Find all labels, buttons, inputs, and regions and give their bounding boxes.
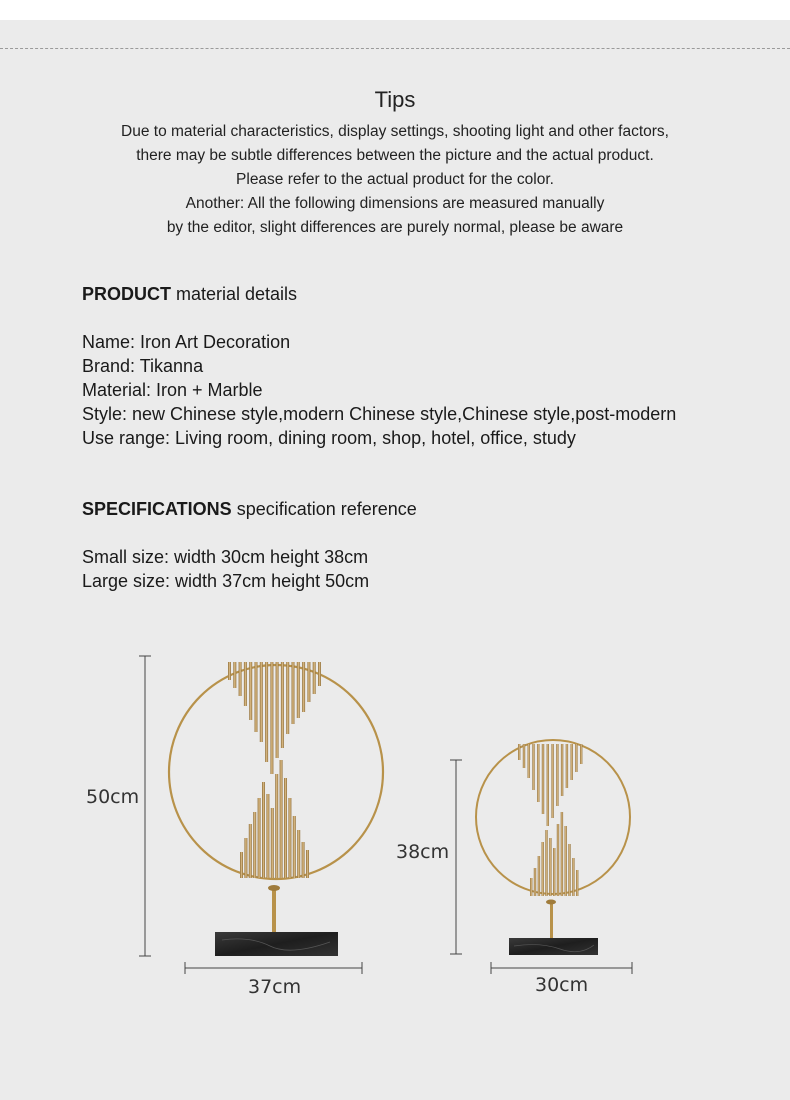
gold-bar xyxy=(297,830,300,878)
gold-bar xyxy=(228,662,231,680)
large-size-spec: Large size: width 37cm height 50cm xyxy=(82,571,370,591)
gold-bar xyxy=(284,778,287,878)
gold-bar xyxy=(253,812,256,878)
specifications-heading xyxy=(82,497,772,521)
product-brand: Brand: Tikanna xyxy=(82,356,204,376)
gold-bar xyxy=(233,662,236,688)
gold-bar xyxy=(566,744,568,788)
gold-bar xyxy=(530,878,532,896)
product-details-section xyxy=(82,282,772,450)
gold-bar xyxy=(292,662,295,724)
small-height-dimension xyxy=(450,760,462,954)
tips-line: Due to material characteristics, display settings, shooting light and other factors, xyxy=(121,123,669,140)
gold-bar xyxy=(297,662,300,718)
gold-bar xyxy=(313,662,316,694)
gold-bar xyxy=(561,812,563,896)
gold-bar xyxy=(553,848,555,896)
gold-bar xyxy=(239,662,242,696)
gold-bar xyxy=(575,744,577,772)
gold-bar xyxy=(518,744,520,760)
gold-bar xyxy=(306,850,309,878)
gold-bar xyxy=(260,662,263,742)
gold-bar xyxy=(262,782,265,878)
product-heading-rest: material details xyxy=(171,284,298,304)
gold-bar xyxy=(276,662,279,758)
gold-bar xyxy=(249,662,252,720)
gold-bar xyxy=(571,744,573,780)
tips-line: Please refer to the actual product for the color. xyxy=(236,171,554,188)
top-band xyxy=(0,0,790,20)
gold-bar xyxy=(265,662,268,762)
gold-bar xyxy=(280,760,283,878)
gold-bar xyxy=(275,774,278,878)
gold-bar xyxy=(286,662,289,734)
gold-bar xyxy=(244,838,247,878)
gold-bar xyxy=(532,744,534,790)
gold-bar xyxy=(307,662,310,702)
small-height-label: 38cm xyxy=(396,841,450,863)
gold-bar xyxy=(556,744,558,806)
tips-line: Another: All the following dimensions are measured manually xyxy=(185,195,605,212)
gold-bar xyxy=(523,744,525,768)
gold-bar xyxy=(240,852,243,878)
gold-bar xyxy=(534,868,536,896)
gold-bar xyxy=(576,870,578,896)
gold-bar xyxy=(545,830,547,896)
small-width-label: 30cm xyxy=(535,974,589,996)
small-ornament xyxy=(476,740,630,955)
gold-bar xyxy=(302,842,305,878)
gold-bar xyxy=(258,798,261,878)
gold-bar xyxy=(557,824,559,896)
small-width-dimension xyxy=(491,962,632,974)
gold-bar xyxy=(270,662,273,774)
gold-bar xyxy=(255,662,258,732)
gold-bar xyxy=(551,744,553,818)
product-dimension-figure xyxy=(0,640,790,1020)
product-illustration xyxy=(0,640,790,1020)
gold-bar xyxy=(281,662,284,748)
tips-block xyxy=(0,86,790,240)
gold-bar xyxy=(528,744,530,778)
gold-bar xyxy=(542,842,544,896)
gold-bar xyxy=(568,844,570,896)
gold-bar xyxy=(249,824,252,878)
gold-bar xyxy=(302,662,305,712)
gold-bar xyxy=(538,856,540,896)
gold-bar xyxy=(561,744,563,796)
product-material: Material: Iron + Marble xyxy=(82,380,263,400)
gold-bar xyxy=(318,662,321,686)
gold-bar xyxy=(288,798,291,878)
product-name: Name: Iron Art Decoration xyxy=(82,332,291,352)
dashed-divider xyxy=(0,48,790,49)
gold-bar xyxy=(580,744,582,764)
specifications-heading-bold: SPECIFICATIONS xyxy=(82,499,232,519)
large-width-dimension xyxy=(185,962,362,974)
gold-bar xyxy=(293,816,296,878)
tips-line: there may be subtle differences between the picture and the actual product. xyxy=(136,147,654,164)
gold-bar xyxy=(271,808,274,878)
gold-bar xyxy=(537,744,539,802)
gold-bar xyxy=(549,838,551,896)
large-height-label: 50cm xyxy=(86,786,140,808)
gold-bar xyxy=(572,858,574,896)
gold-bar xyxy=(547,744,549,826)
gold-bar xyxy=(565,826,567,896)
large-width-label: 37cm xyxy=(248,976,302,998)
large-height-dimension xyxy=(139,656,151,956)
product-heading-bold: PRODUCT xyxy=(82,284,171,304)
small-size-spec: Small size: width 30cm height 38cm xyxy=(82,547,369,567)
product-style: Style: new Chinese style,modern Chinese style,Chinese style,post-modern xyxy=(82,404,677,424)
gold-bar xyxy=(542,744,544,814)
gold-bar xyxy=(266,794,269,878)
product-heading xyxy=(82,282,772,306)
specifications-heading-rest: specification reference xyxy=(231,499,417,519)
specifications-section xyxy=(82,497,772,593)
gold-bar xyxy=(244,662,247,706)
large-ornament xyxy=(169,662,383,956)
product-use-range: Use range: Living room, dining room, shop, hotel, office, study xyxy=(82,428,576,448)
tips-title: Tips xyxy=(374,87,416,112)
tips-line: by the editor, slight differences are purely normal, please be aware xyxy=(166,219,624,236)
